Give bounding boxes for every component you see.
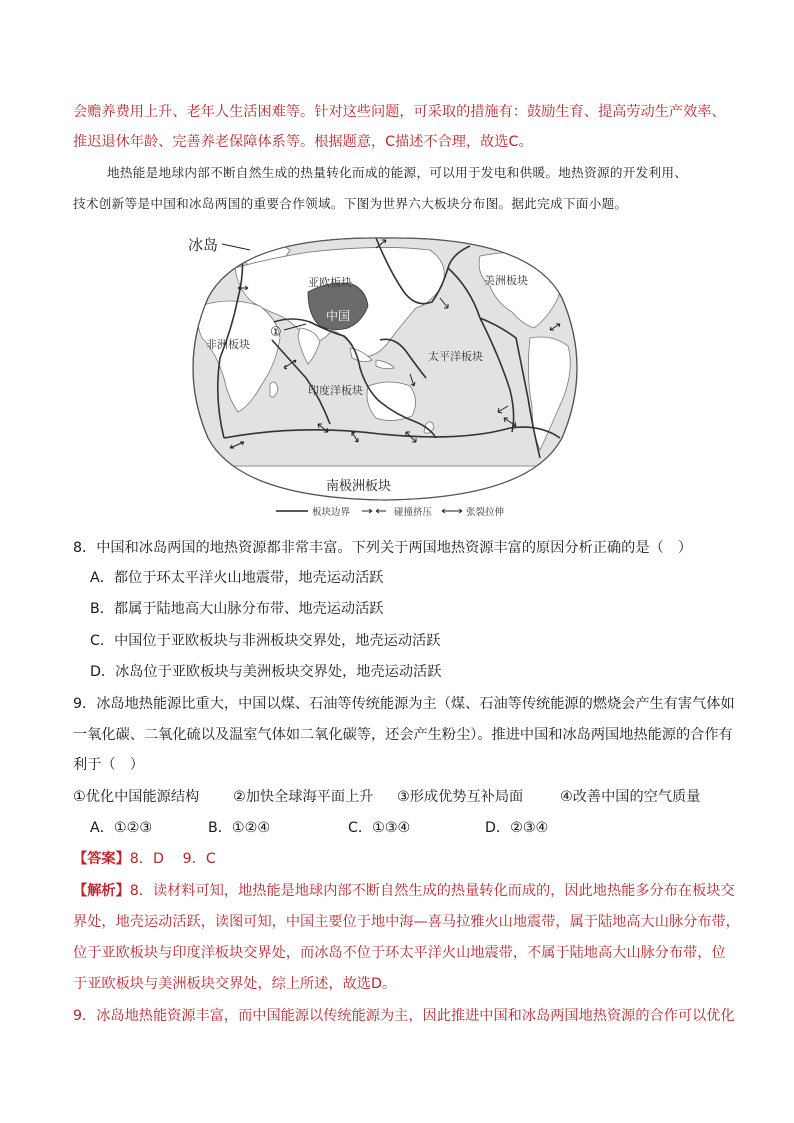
legend-boundary: 板块边界 (312, 507, 351, 518)
intro-line-2: 推迟退休年龄、完善养老保障体系等。根据题意，C描述不合理，故选C。 (73, 134, 533, 150)
analysis-line-3: 位于亚欧板块与印度洋板块交界处，而冰岛不位于环太平洋火山地震带，不属于陆地高大山脉分布带，位 (73, 945, 726, 961)
label-eurasian-plate: 亚欧板块 (308, 276, 352, 289)
q8-option-a: A．都位于环太平洋火山地震带，地壳运动活跃 (90, 570, 384, 586)
legend-rift: 张裂拉伸 (466, 507, 505, 518)
q9-item-4: ④改善中国的空气质量 (560, 789, 701, 805)
label-china: 中国 (326, 309, 351, 323)
legend-collision: 碰撞挤压 (394, 507, 433, 518)
answer-text: 8．D 9．C (129, 851, 216, 867)
q9-option-b: B．①②④ (208, 820, 271, 836)
analysis-line-1 (73, 881, 735, 901)
q9-option-a: A．①②③ (90, 820, 153, 836)
label-american-plate: 美洲板块 (484, 274, 528, 287)
passage-line-1: 地热能是地球内部不断自然生成的热量转化而成的能源，可以用于发电和供暖。地热资源的开发利用、 (107, 165, 688, 180)
australia-landmass (367, 382, 416, 421)
label-antarctic-plate: 南极洲板块 (326, 479, 392, 494)
analysis-line-5: 9．冰岛地热能资源丰富，而中国能源以传统能源为主，因此推进中国和冰岛两国地热资源的合作可以优化 (73, 1008, 735, 1024)
label-african-plate: 非洲板块 (206, 338, 250, 351)
passage-line-2: 技术创新等是中国和冰岛两国的重要合作领域。下图为世界六大板块分布图。据此完成下面小题。 (73, 196, 628, 211)
q9-option-d: D．②③④ (485, 820, 549, 836)
map-legend (276, 506, 505, 518)
label-indian-plate: 印度洋板块 (308, 384, 363, 397)
analysis-line-2: 界处，地壳运动活跃，读图可知，中国主要位于地中海—喜马拉雅火山地震带，属于陆地高大山脉分布带， (73, 914, 740, 930)
q8-option-b: B．都属于陆地高大山脉分布带、地壳运动活跃 (90, 601, 384, 617)
q9-stem-3: 利于（ ） (73, 757, 144, 773)
intro-line-1: 会赡养费用上升、老年人生活困难等。针对这些问题，可采取的措施有：鼓励生育、提高劳动生产效率、 (73, 104, 726, 120)
plate-map (180, 228, 590, 520)
label-marker-1: ① (270, 325, 282, 340)
plate-map-figure (180, 228, 590, 520)
q8-option-c: C．中国位于亚欧板块与非洲板块交界处，地壳运动活跃 (90, 633, 441, 649)
label-pacific-plate: 太平洋板块 (428, 350, 483, 363)
q9-item-2: ②加快全球海平面上升 (233, 789, 374, 805)
q8-stem: 8．中国和冰岛两国的地热资源都非常丰富。下列关于两国地热资源丰富的原因分析正确的是（ ） (73, 540, 693, 556)
answer-line (73, 849, 216, 869)
q8-option-d: D．冰岛位于亚欧板块与美洲板块交界处，地壳运动活跃 (90, 664, 442, 680)
analysis-tag: 【解析】 (73, 883, 130, 899)
q9-item-1: ①优化中国能源结构 (73, 789, 200, 805)
label-iceland: 冰岛 (188, 236, 219, 254)
q9-item-3: ③形成优势互补局面 (397, 789, 524, 805)
answer-tag: 【答案】 (73, 851, 130, 867)
q9-option-c: C．①③④ (348, 820, 411, 836)
analysis-text-1: 8．读材料可知，地热能是地球内部不断自然生成的热量转化而成的，因此地热能多分布在板块交 (129, 883, 735, 899)
q9-stem-2: 一氧化碳、二氧化硫以及温室气体如二氧化碳等，还会产生粉尘）。推进中国和冰岛两国地热能源的合作有 (73, 727, 733, 743)
analysis-line-4: 于亚欧板块与美洲板块交界处，综上所述，故选D。 (73, 976, 397, 992)
iceland-pointer (222, 244, 250, 250)
q9-stem-1: 9．冰岛地热能源比重大，中国以煤、石油等传统能源为主（煤、石油等传统能源的燃烧会产生有害气体如 (73, 696, 735, 712)
